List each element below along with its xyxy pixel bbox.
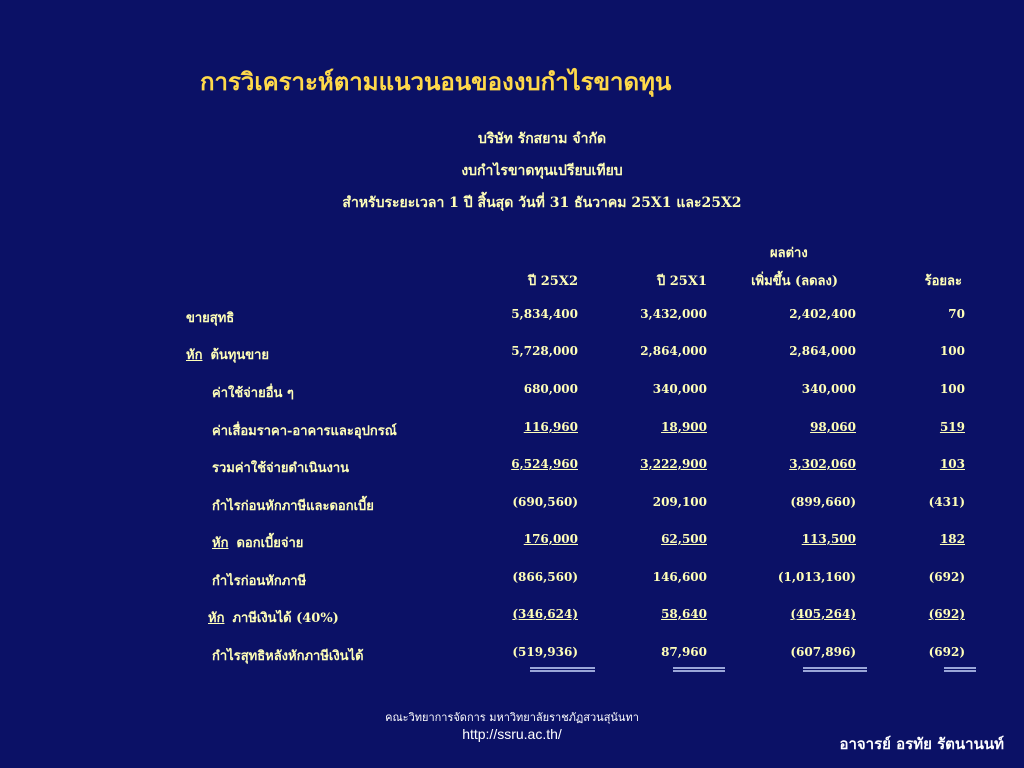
table-row: [0, 645, 1024, 665]
column-header-difference-top: ผลต่าง: [770, 246, 808, 261]
double-underline-25x2: [530, 667, 595, 672]
row-label-text: รวมค่าใช้จ่ายดำเนินงาน: [212, 461, 350, 476]
cell-diff: (899,660): [790, 495, 856, 509]
cell-y1: 3,432,000: [640, 307, 707, 321]
cell-diff: 3,302,060: [789, 457, 856, 471]
cell-y1: 209,100: [652, 495, 707, 509]
double-underline-25x1: [673, 667, 725, 672]
cell-y1: 87,960: [661, 645, 707, 659]
cell-pct: (692): [928, 607, 965, 621]
row-label: [212, 457, 349, 478]
column-header-25x2: ปี 25X2: [527, 274, 578, 289]
column-header-percent: ร้อยละ: [924, 274, 962, 289]
row-label-text: กำไรก่อนหักภาษีและดอกเบี้ย: [212, 499, 374, 514]
cell-diff: 113,500: [801, 532, 856, 546]
row-label: [212, 645, 364, 666]
row-label: [208, 607, 339, 628]
table-row: [0, 457, 1024, 477]
row-label: [212, 382, 294, 403]
row-label: [212, 420, 397, 441]
double-underline-difference: [803, 667, 867, 672]
cell-y1: 146,600: [652, 570, 707, 584]
cell-diff: (607,896): [790, 645, 856, 659]
table-row: [0, 307, 1024, 327]
cell-y2: 680,000: [523, 382, 578, 396]
deduct-prefix: หัก: [208, 611, 225, 626]
table-row: [0, 420, 1024, 440]
cell-diff: 2,864,000: [789, 344, 856, 358]
statement-name: งบกำไรขาดทุนเปรียบเทียบ: [461, 163, 623, 179]
faculty-footer: คณะวิทยาการจัดการ มหาวิทยาลัยราชภัฏสวนสุนันทา: [385, 711, 639, 724]
cell-pct: 100: [939, 382, 965, 396]
cell-pct: (692): [928, 645, 965, 659]
cell-y2: (690,560): [512, 495, 578, 509]
cell-diff: 2,402,400: [789, 307, 856, 321]
statement-period: สำหรับระยะเวลา 1 ปี สิ้นสุด วันที่ 31 ธันวาคม 25X1 และ25X2: [342, 195, 742, 211]
table-row: [0, 570, 1024, 590]
row-label: [186, 307, 234, 328]
cell-y2: 5,728,000: [511, 344, 578, 358]
cell-diff: 340,000: [801, 382, 856, 396]
table-row: [0, 495, 1024, 515]
row-label: [186, 344, 269, 365]
row-label-text: ดอกเบี้ยจ่าย: [236, 536, 304, 551]
cell-y1: 62,500: [661, 532, 707, 546]
cell-pct: 519: [939, 420, 965, 434]
row-label-text: ต้นทุนขาย: [210, 348, 270, 363]
table-row: [0, 344, 1024, 364]
cell-diff: 98,060: [810, 420, 856, 434]
column-header-25x1: ปี 25X1: [656, 274, 707, 289]
cell-y1: 2,864,000: [640, 344, 707, 358]
cell-pct: 70: [948, 307, 965, 321]
cell-y2: (346,624): [512, 607, 578, 621]
cell-pct: 182: [939, 532, 965, 546]
row-label: [212, 532, 303, 553]
table-row: [0, 382, 1024, 402]
row-label-text: ภาษีเงินได้ (40%): [232, 611, 339, 626]
table-row: [0, 607, 1024, 627]
cell-y2: 116,960: [523, 420, 578, 434]
cell-y1: 58,640: [661, 607, 707, 621]
author-name: อาจารย์ อรทัย รัตนานนท์: [839, 735, 1004, 753]
row-label-text: กำไรสุทธิหลังหักภาษีเงินได้: [212, 649, 364, 664]
row-label-text: ขายสุทธิ: [186, 311, 235, 326]
column-header-difference: เพิ่มขึ้น (ลดลง): [751, 274, 838, 289]
cell-pct: (431): [928, 495, 965, 509]
cell-y2: (519,936): [512, 645, 578, 659]
cell-diff: (405,264): [790, 607, 856, 621]
deduct-prefix: หัก: [212, 536, 229, 551]
double-underline-percent: [944, 667, 976, 672]
cell-y1: 3,222,900: [640, 457, 707, 471]
row-label-text: กำไรก่อนหักภาษี: [212, 574, 307, 589]
row-label: [212, 570, 306, 591]
cell-y1: 340,000: [652, 382, 707, 396]
cell-y2: 176,000: [523, 532, 578, 546]
cell-y2: (866,560): [512, 570, 578, 584]
deduct-prefix: หัก: [186, 348, 203, 363]
row-label-text: ค่าใช้จ่ายอื่น ๆ: [212, 386, 294, 401]
cell-y2: 5,834,400: [511, 307, 578, 321]
slide-title: การวิเคราะห์ตามแนวนอนของงบกำไรขาดทุน: [200, 67, 672, 96]
cell-y2: 6,524,960: [511, 457, 578, 471]
row-label-text: ค่าเสื่อมราคา-อาคารและอุปกรณ์: [212, 424, 397, 439]
website-link[interactable]: http://ssru.ac.th/: [462, 726, 562, 742]
cell-diff: (1,013,160): [777, 570, 856, 584]
cell-pct: 103: [939, 457, 965, 471]
table-row: [0, 532, 1024, 552]
row-label: [212, 495, 374, 516]
cell-pct: 100: [939, 344, 965, 358]
cell-pct: (692): [928, 570, 965, 584]
cell-y1: 18,900: [661, 420, 707, 434]
company-name: บริษัท รักสยาม จำกัด: [477, 131, 607, 147]
